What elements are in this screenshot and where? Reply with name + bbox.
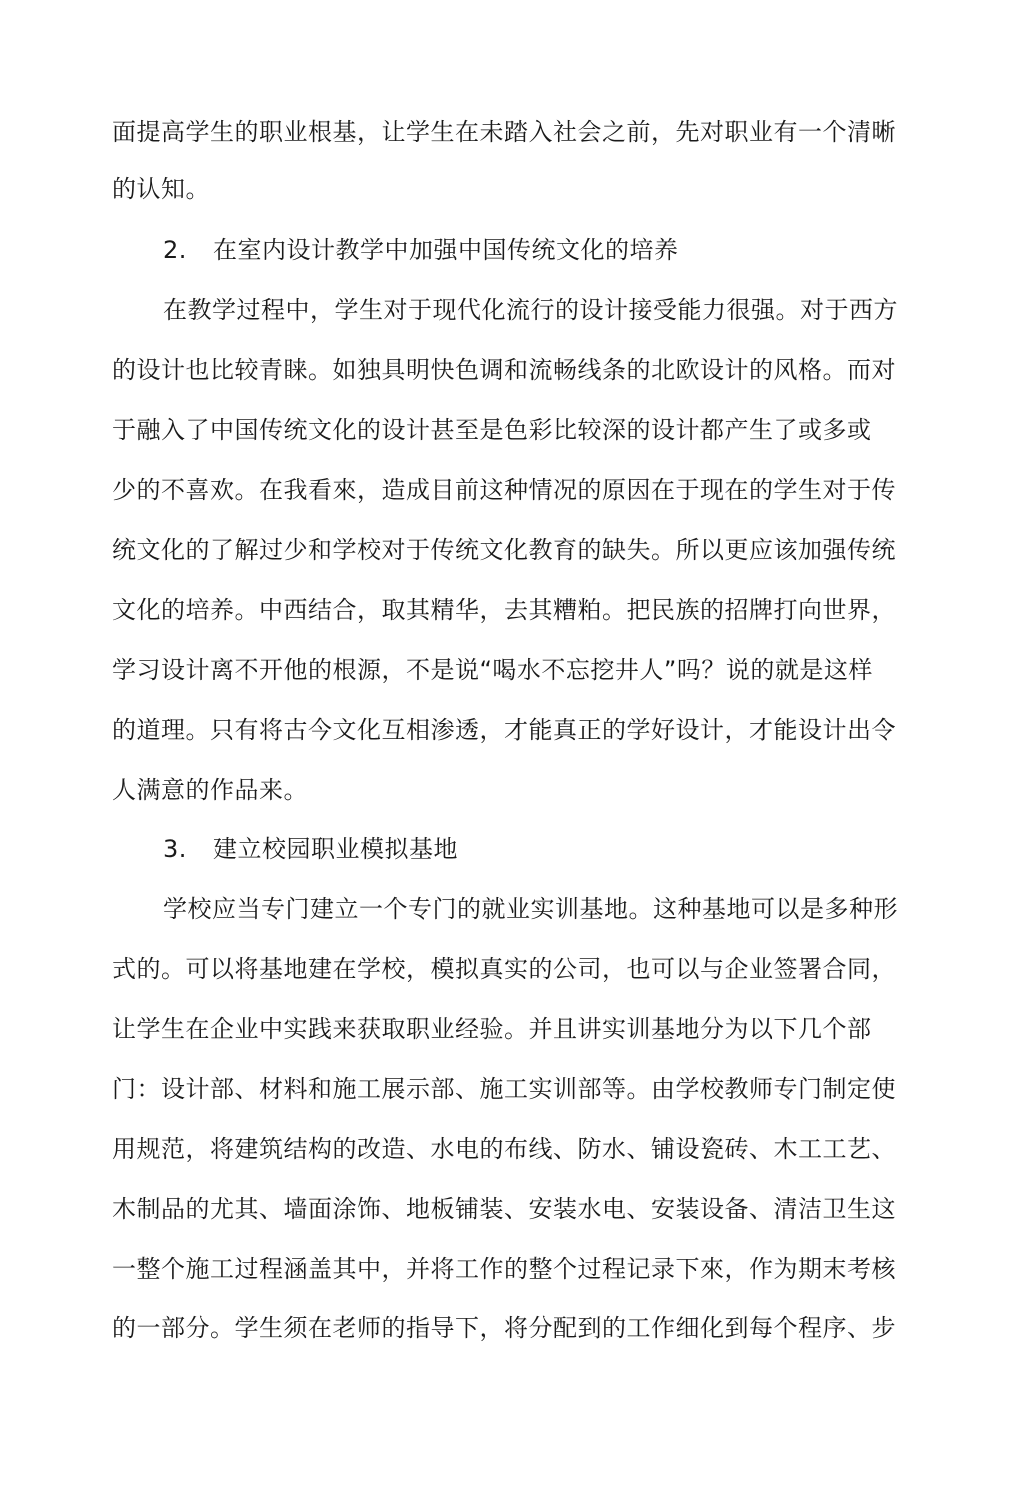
paragraph-line: 让学生在企业中实践来获取职业经验。并且讲实训基地分为以下几个部 [112,1015,872,1043]
paragraph-line: 统文化的了解过少和学校对于传统文化教育的缺失。所以更应该加强传统 [112,536,896,564]
paragraph-line: 少的不喜欢。在我看來，造成目前这种情况的原因在于现在的学生对于传 [112,476,896,504]
paragraph-line: 的道理。只有将古今文化互相渗透，才能真正的学好设计，才能设计出令 [112,716,896,744]
paragraph-line: 一整个施工过程涵盖其中，并将工作的整个过程记录下來，作为期末考核 [112,1255,896,1283]
paragraph-line: 用规范，将建筑结构的改造、水电的布线、防水、铺设瓷砖、木工工艺、 [112,1135,896,1163]
heading-text: 建立校园职业模拟基地 [213,835,458,863]
section-heading-3 [163,829,458,869]
section-heading-2 [163,230,679,270]
paragraph-line: 文化的培养。中西结合，取其精华，去其糟粕。把民族的招牌打向世界， [112,596,896,624]
paragraph-line: 在教学过程中，学生对于现代化流行的设计接受能力很强。对于西方 [163,296,898,324]
paragraph-line: 门：设计部、材料和施工展示部、施工实训部等。由学校教师专门制定使 [112,1075,896,1103]
paragraph-line: 木制品的尤其、墙面涂饰、地板铺装、安装水电、安装设备、清洁卫生这 [112,1195,896,1223]
heading-number: 2. [163,236,187,264]
paragraph-line: 人满意的作品来。 [112,776,308,804]
heading-text: 在室内设计教学中加强中国传统文化的培养 [213,236,679,264]
paragraph-line: 的一部分。学生须在老师的指导下，将分配到的工作细化到每个程序、步 [112,1314,896,1342]
paragraph-line: 学校应当专门建立一个专门的就业实训基地。这种基地可以是多种形 [163,895,898,923]
heading-number: 3. [163,835,187,863]
paragraph-line: 面提高学生的职业根基，让学生在未踏入社会之前，先对职业有一个清晰 [112,118,896,146]
paragraph-line: 式的。可以将基地建在学校，模拟真实的公司，也可以与企业签署合同， [112,955,896,983]
paragraph-line: 学习设计离不开他的根源，不是说“喝水不忘挖井人”吗？说的就是这样 [112,656,873,684]
paragraph-line: 的设计也比较青睐。如独具明快色调和流畅线条的北欧设计的风格。而对 [112,356,896,384]
paragraph-line: 于融入了中国传统文化的设计甚至是色彩比较深的设计都产生了或多或 [112,416,872,444]
paragraph-line: 的认知。 [112,175,210,203]
